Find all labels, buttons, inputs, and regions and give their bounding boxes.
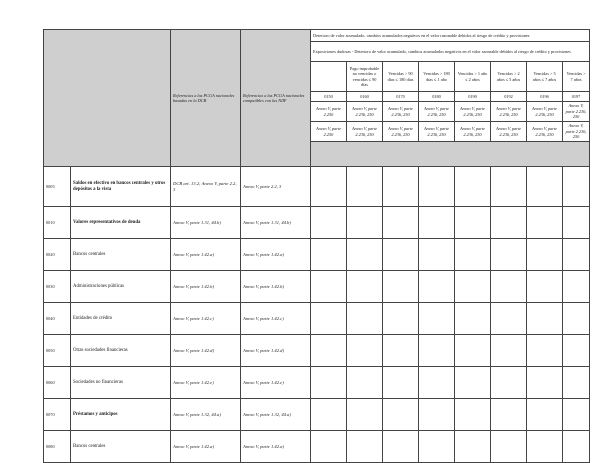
ref-dcb-header: Referencias a las PCGA nacionales basadas en la DCB <box>171 30 241 167</box>
value-cell[interactable] <box>311 335 347 367</box>
value-cell[interactable] <box>311 303 347 335</box>
value-cell[interactable] <box>347 303 383 335</box>
bucket-label: Vencidas > 1 año ≤ 2 años <box>455 62 491 92</box>
table-row <box>44 303 590 335</box>
table-row <box>44 399 590 431</box>
value-cell[interactable] <box>491 207 527 239</box>
value-cell[interactable] <box>347 239 383 271</box>
bucket-label: Vencidas > 180 días ≤ 1 año <box>419 62 455 92</box>
row-label: Saldos en efectivo en bancos centrales y otros depósitos a la vista <box>71 167 171 207</box>
value-cell[interactable] <box>383 335 419 367</box>
row-code: 0070 <box>44 399 71 431</box>
value-cell[interactable] <box>347 399 383 431</box>
bucket-label: Vencidas > 7 años <box>563 62 590 92</box>
value-cell[interactable] <box>347 207 383 239</box>
value-cell[interactable] <box>527 367 563 399</box>
row-ref-niif: Anexo V, parte 1.42.d) <box>241 335 311 367</box>
value-cell[interactable] <box>383 207 419 239</box>
value-cell[interactable] <box>527 399 563 431</box>
row-ref-dcb: Anexo V, parte 1.32, 44.a) <box>171 399 241 431</box>
value-cell[interactable] <box>347 335 383 367</box>
value-cell[interactable] <box>527 303 563 335</box>
value-cell[interactable] <box>311 431 347 463</box>
value-cell[interactable] <box>311 239 347 271</box>
table-row <box>44 167 590 207</box>
value-cell[interactable] <box>527 431 563 463</box>
bucket-label: Vencidas > 5 años ≤ 7 años <box>527 62 563 92</box>
col-code: 0180 <box>419 92 455 102</box>
col-code: 0160 <box>347 92 383 102</box>
col-ref: Anexo V, parte 2.236, 250 <box>527 102 563 122</box>
value-cell[interactable] <box>563 431 590 463</box>
value-cell[interactable] <box>527 167 563 207</box>
table-row <box>44 431 590 463</box>
row-ref-niif: Anexo V, parte 1.42.c) <box>241 303 311 335</box>
bucket-blank <box>311 62 347 92</box>
value-cell[interactable] <box>311 271 347 303</box>
col-ref: Anexo V, parte 2.250 <box>311 102 347 122</box>
value-cell[interactable] <box>419 303 455 335</box>
value-cell[interactable] <box>491 239 527 271</box>
col-ref: Anexo V, parte 2.236, 250 <box>491 102 527 122</box>
value-cell[interactable] <box>491 303 527 335</box>
col-ref: Anexo V, parte 2.236, 250 <box>419 102 455 122</box>
value-cell[interactable] <box>491 431 527 463</box>
row-code: 0040 <box>44 303 71 335</box>
value-cell[interactable] <box>419 167 455 207</box>
value-cell[interactable] <box>311 167 347 207</box>
col-ref: Anexo V, parte 2.236, 250 <box>563 102 590 122</box>
table-row <box>44 335 590 367</box>
row-code: 0030 <box>44 271 71 303</box>
row-ref-dcb: DCB art. 13.2; Anexo V, parte 2.2, 3 <box>171 167 241 207</box>
value-cell[interactable] <box>311 399 347 431</box>
row-ref-niif: Anexo V, parte 1.42.a) <box>241 239 311 271</box>
value-cell[interactable] <box>419 335 455 367</box>
sub-title: Exposiciones dudosas - Deterioro de valor acumulado, cambios acumulados negativos en el valor razonable debidos al riesgo de crédito y provisiones <box>311 42 590 62</box>
value-cell[interactable] <box>383 303 419 335</box>
table-row <box>44 239 590 271</box>
value-cell[interactable] <box>563 367 590 399</box>
value-cell[interactable] <box>455 431 491 463</box>
value-cell[interactable] <box>383 399 419 431</box>
col-code: 0190 <box>455 92 491 102</box>
value-cell[interactable] <box>383 239 419 271</box>
row-label: Otras sociedades financieras <box>71 335 171 367</box>
value-cell[interactable] <box>527 207 563 239</box>
value-cell[interactable] <box>491 399 527 431</box>
value-cell[interactable] <box>563 167 590 207</box>
value-cell[interactable] <box>455 207 491 239</box>
row-ref-dcb: Anexo V, parte 1.42.a) <box>171 239 241 271</box>
row-code: 0060 <box>44 367 71 399</box>
row-label: Administraciones públicas <box>71 271 171 303</box>
header-spacer <box>311 142 590 167</box>
col-ref: Anexo V, parte 2.236, 250 <box>383 122 419 142</box>
bucket-label: Pago improbable no vencidas o vencidas ≤ 90 días <box>347 62 383 92</box>
row-ref-dcb: Anexo V, parte 1.42.e) <box>171 367 241 399</box>
value-cell[interactable] <box>527 335 563 367</box>
table-row <box>44 207 590 239</box>
value-cell[interactable] <box>311 367 347 399</box>
row-ref-dcb: Anexo V, parte 1.42.c) <box>171 303 241 335</box>
col-code: 0192 <box>491 92 527 102</box>
col-ref: Anexo V, parte 2.236, 250 <box>347 102 383 122</box>
value-cell[interactable] <box>491 167 527 207</box>
value-cell[interactable] <box>563 335 590 367</box>
value-cell[interactable] <box>563 303 590 335</box>
value-cell[interactable] <box>347 367 383 399</box>
col-ref: Anexo V, parte 2.236, 250 <box>527 122 563 142</box>
report-table <box>43 29 590 463</box>
row-ref-dcb: Anexo V, parte 1.42.a) <box>171 431 241 463</box>
col-ref: Anexo V, parte 2.236, 250 <box>563 122 590 142</box>
value-cell[interactable] <box>455 399 491 431</box>
value-cell[interactable] <box>383 367 419 399</box>
value-cell[interactable] <box>455 303 491 335</box>
col-ref: Anexo V, parte 2.250 <box>311 122 347 142</box>
value-cell[interactable] <box>563 207 590 239</box>
value-cell[interactable] <box>455 335 491 367</box>
table-row <box>44 271 590 303</box>
corner-blank-cell <box>44 30 171 167</box>
row-ref-dcb: Anexo V, parte 1.31, 44.b) <box>171 207 241 239</box>
row-label: Bancos centrales <box>71 431 171 463</box>
row-label: Entidades de crédito <box>71 303 171 335</box>
col-ref: Anexo V, parte 2.236, 250 <box>455 102 491 122</box>
row-code: 0005 <box>44 167 71 207</box>
row-code: 0080 <box>44 431 71 463</box>
value-cell[interactable] <box>419 431 455 463</box>
row-ref-niif: Anexo V, parte 2.2, 3 <box>241 167 311 207</box>
row-label: Valores representativos de deuda <box>71 207 171 239</box>
row-code: 0020 <box>44 239 71 271</box>
value-cell[interactable] <box>455 367 491 399</box>
col-ref: Anexo V, parte 2.236, 250 <box>383 102 419 122</box>
value-cell[interactable] <box>491 271 527 303</box>
table-row <box>44 367 590 399</box>
bucket-label: Vencidas > 90 días ≤ 180 días <box>383 62 419 92</box>
bucket-label: Vencidas > 2 años ≤ 5 años <box>491 62 527 92</box>
value-cell[interactable] <box>419 367 455 399</box>
row-ref-niif: Anexo V, parte 1.32, 44.a) <box>241 399 311 431</box>
value-cell[interactable] <box>347 271 383 303</box>
value-cell[interactable] <box>455 239 491 271</box>
value-cell[interactable] <box>383 167 419 207</box>
row-ref-niif: Anexo V, parte 1.31, 44.b) <box>241 207 311 239</box>
value-cell[interactable] <box>347 167 383 207</box>
col-code: 0150 <box>311 92 347 102</box>
row-ref-dcb: Anexo V, parte 1.42.d) <box>171 335 241 367</box>
row-ref-niif: Anexo V, parte 1.42.b) <box>241 271 311 303</box>
value-cell[interactable] <box>455 271 491 303</box>
row-code: 0010 <box>44 207 71 239</box>
row-ref-niif: Anexo V, parte 1.42.a) <box>241 431 311 463</box>
col-ref: Anexo V, parte 2.236, 250 <box>419 122 455 142</box>
row-label: Bancos centrales <box>71 239 171 271</box>
value-cell[interactable] <box>491 367 527 399</box>
value-cell[interactable] <box>419 399 455 431</box>
col-ref: Anexo V, parte 2.236, 250 <box>455 122 491 142</box>
value-cell[interactable] <box>563 399 590 431</box>
value-cell[interactable] <box>383 431 419 463</box>
value-cell[interactable] <box>347 431 383 463</box>
value-cell[interactable] <box>491 335 527 367</box>
value-cell[interactable] <box>527 271 563 303</box>
value-cell[interactable] <box>419 207 455 239</box>
col-code: 0196 <box>527 92 563 102</box>
value-cell[interactable] <box>419 271 455 303</box>
group-title: Deterioro de valor acumulado, cambios acumulados negativos en el valor razonable debidos al riesgo de crédito y provisiones <box>311 30 590 42</box>
value-cell[interactable] <box>563 271 590 303</box>
row-ref-niif: Anexo V, parte 1.42.e) <box>241 367 311 399</box>
col-code: 0197 <box>563 92 590 102</box>
ref-niif-header: Referencias a las PCGA nacionales compatibles con las NIIF <box>241 30 311 167</box>
row-label: Préstamos y anticipos <box>71 399 171 431</box>
col-ref: Anexo V, parte 2.236, 250 <box>491 122 527 142</box>
row-ref-dcb: Anexo V, parte 1.42.b) <box>171 271 241 303</box>
value-cell[interactable] <box>419 239 455 271</box>
value-cell[interactable] <box>383 271 419 303</box>
col-code: 0170 <box>383 92 419 102</box>
row-code: 0050 <box>44 335 71 367</box>
row-label: Sociedades no financieras <box>71 367 171 399</box>
value-cell[interactable] <box>455 167 491 207</box>
value-cell[interactable] <box>527 239 563 271</box>
value-cell[interactable] <box>311 207 347 239</box>
col-ref: Anexo V, parte 2.236, 250 <box>347 122 383 142</box>
value-cell[interactable] <box>563 239 590 271</box>
